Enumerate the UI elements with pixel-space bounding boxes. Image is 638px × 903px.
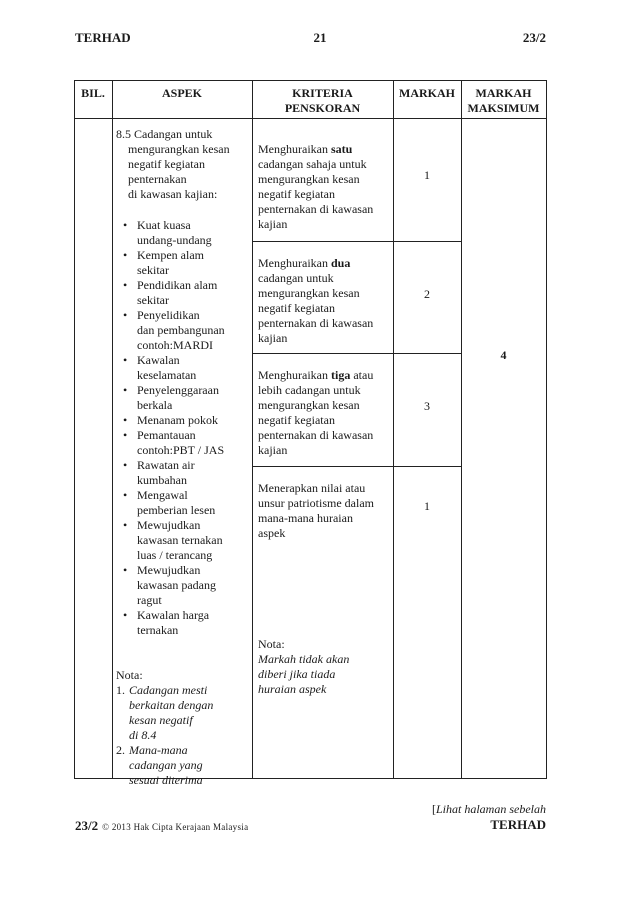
aspek-bullet-item: • Penyelidikan dan pembangunan contoh:MARDI <box>123 308 252 353</box>
markah-row-1: 1 <box>424 168 430 182</box>
aspek-bullet-item: • Kawalan harga ternakan <box>123 608 252 638</box>
aspek-bullet-item: • Pemantauan contoh:PBT / JAS <box>123 428 252 458</box>
kriteria-nota: Nota: Markah tidak akan diberi jika tiada huraian aspek <box>258 637 350 696</box>
aspek-bullet-item: • Kempen alam sekitar <box>123 248 252 278</box>
paper-code: 23/2 <box>522 30 546 45</box>
header-markah: MARKAH <box>399 86 455 100</box>
header-aspek: ASPEK <box>161 86 202 100</box>
aspek-content <box>116 127 252 788</box>
aspek-nota-item: 1. Cadangan mesti berkaitan dengan kesan negatif di 8.4 <box>116 683 214 742</box>
aspek-bullet-item: • Penyelenggaraan berkala <box>123 383 252 413</box>
aspek-bullet-item: • Mewujudkan kawasan padang ragut <box>123 563 252 608</box>
kriteria-row-1: Menghuraikan satu cadangan sahaja untuk mengurangkan kesan negatif kegiatan penternakan di kawasan kajian <box>258 142 374 231</box>
aspek-bullet-item: • Mengawal pemberian lesen <box>123 488 252 518</box>
page-number: 21 <box>313 30 327 45</box>
header-kriteria: KRITERIA PENSKORAN <box>284 86 361 115</box>
aspek-bullet-item: • Kuat kuasa undang-undang <box>123 218 252 248</box>
header-bil: BIL. <box>81 86 105 100</box>
aspek-nota-list <box>116 683 252 788</box>
aspek-bullet-item: • Menanam pokok <box>123 413 252 428</box>
footer-copyright: 23/2 © 2013 Hak Cipta Kerajaan Malaysia <box>75 818 249 833</box>
markah-row-4: 1 <box>424 499 430 513</box>
aspek-bullet-item: • Rawatan air kumbahan <box>123 458 252 488</box>
aspek-bullet-list <box>116 218 252 638</box>
aspek-bullet-item: • Kawalan keselamatan <box>123 353 252 383</box>
markah-row-3: 3 <box>424 399 430 413</box>
footer-classification: TERHAD <box>490 817 546 832</box>
markah-row-2: 2 <box>424 287 430 301</box>
aspek-intro: 8.5 Cadangan untuk mengurangkan kesan negatif kegiatan penternakan di kawasan kajian: <box>116 127 230 201</box>
kriteria-row-3: Menghuraikan tiga atau lebih cadangan untuk mengurangkan kesan negatif kegiatan penternakan di kawasan kajian <box>258 368 374 457</box>
header-left-classification: TERHAD <box>75 30 131 45</box>
footer-turn-page-note: [Lihat halaman sebelah <box>432 802 546 816</box>
aspek-bullet-item: • Mewujudkan kawasan ternakan luas / terancang <box>123 518 252 563</box>
aspek-bullet-item: • Pendidikan alam sekitar <box>123 278 252 308</box>
aspek-nota-item: 2. Mana-mana cadangan yang sesuai diterima <box>116 743 203 787</box>
aspek-nota: Nota: 1. Cadangan mesti berkaitan dengan kesan negatif di 8.4 2. Mana-mana cadangan yang sesuai diterima <box>116 668 252 788</box>
markah-maksimum-value: 4 <box>500 348 507 362</box>
kriteria-row-2: Menghuraikan dua cadangan untuk mengurangkan kesan negatif kegiatan penternakan di kawasan kajian <box>258 256 374 345</box>
kriteria-row-4: Menerapkan nilai atau unsur patriotisme dalam mana-mana huraian aspek <box>258 481 374 540</box>
header-markah-maksimum: MARKAH MAKSIMUM <box>467 86 540 115</box>
